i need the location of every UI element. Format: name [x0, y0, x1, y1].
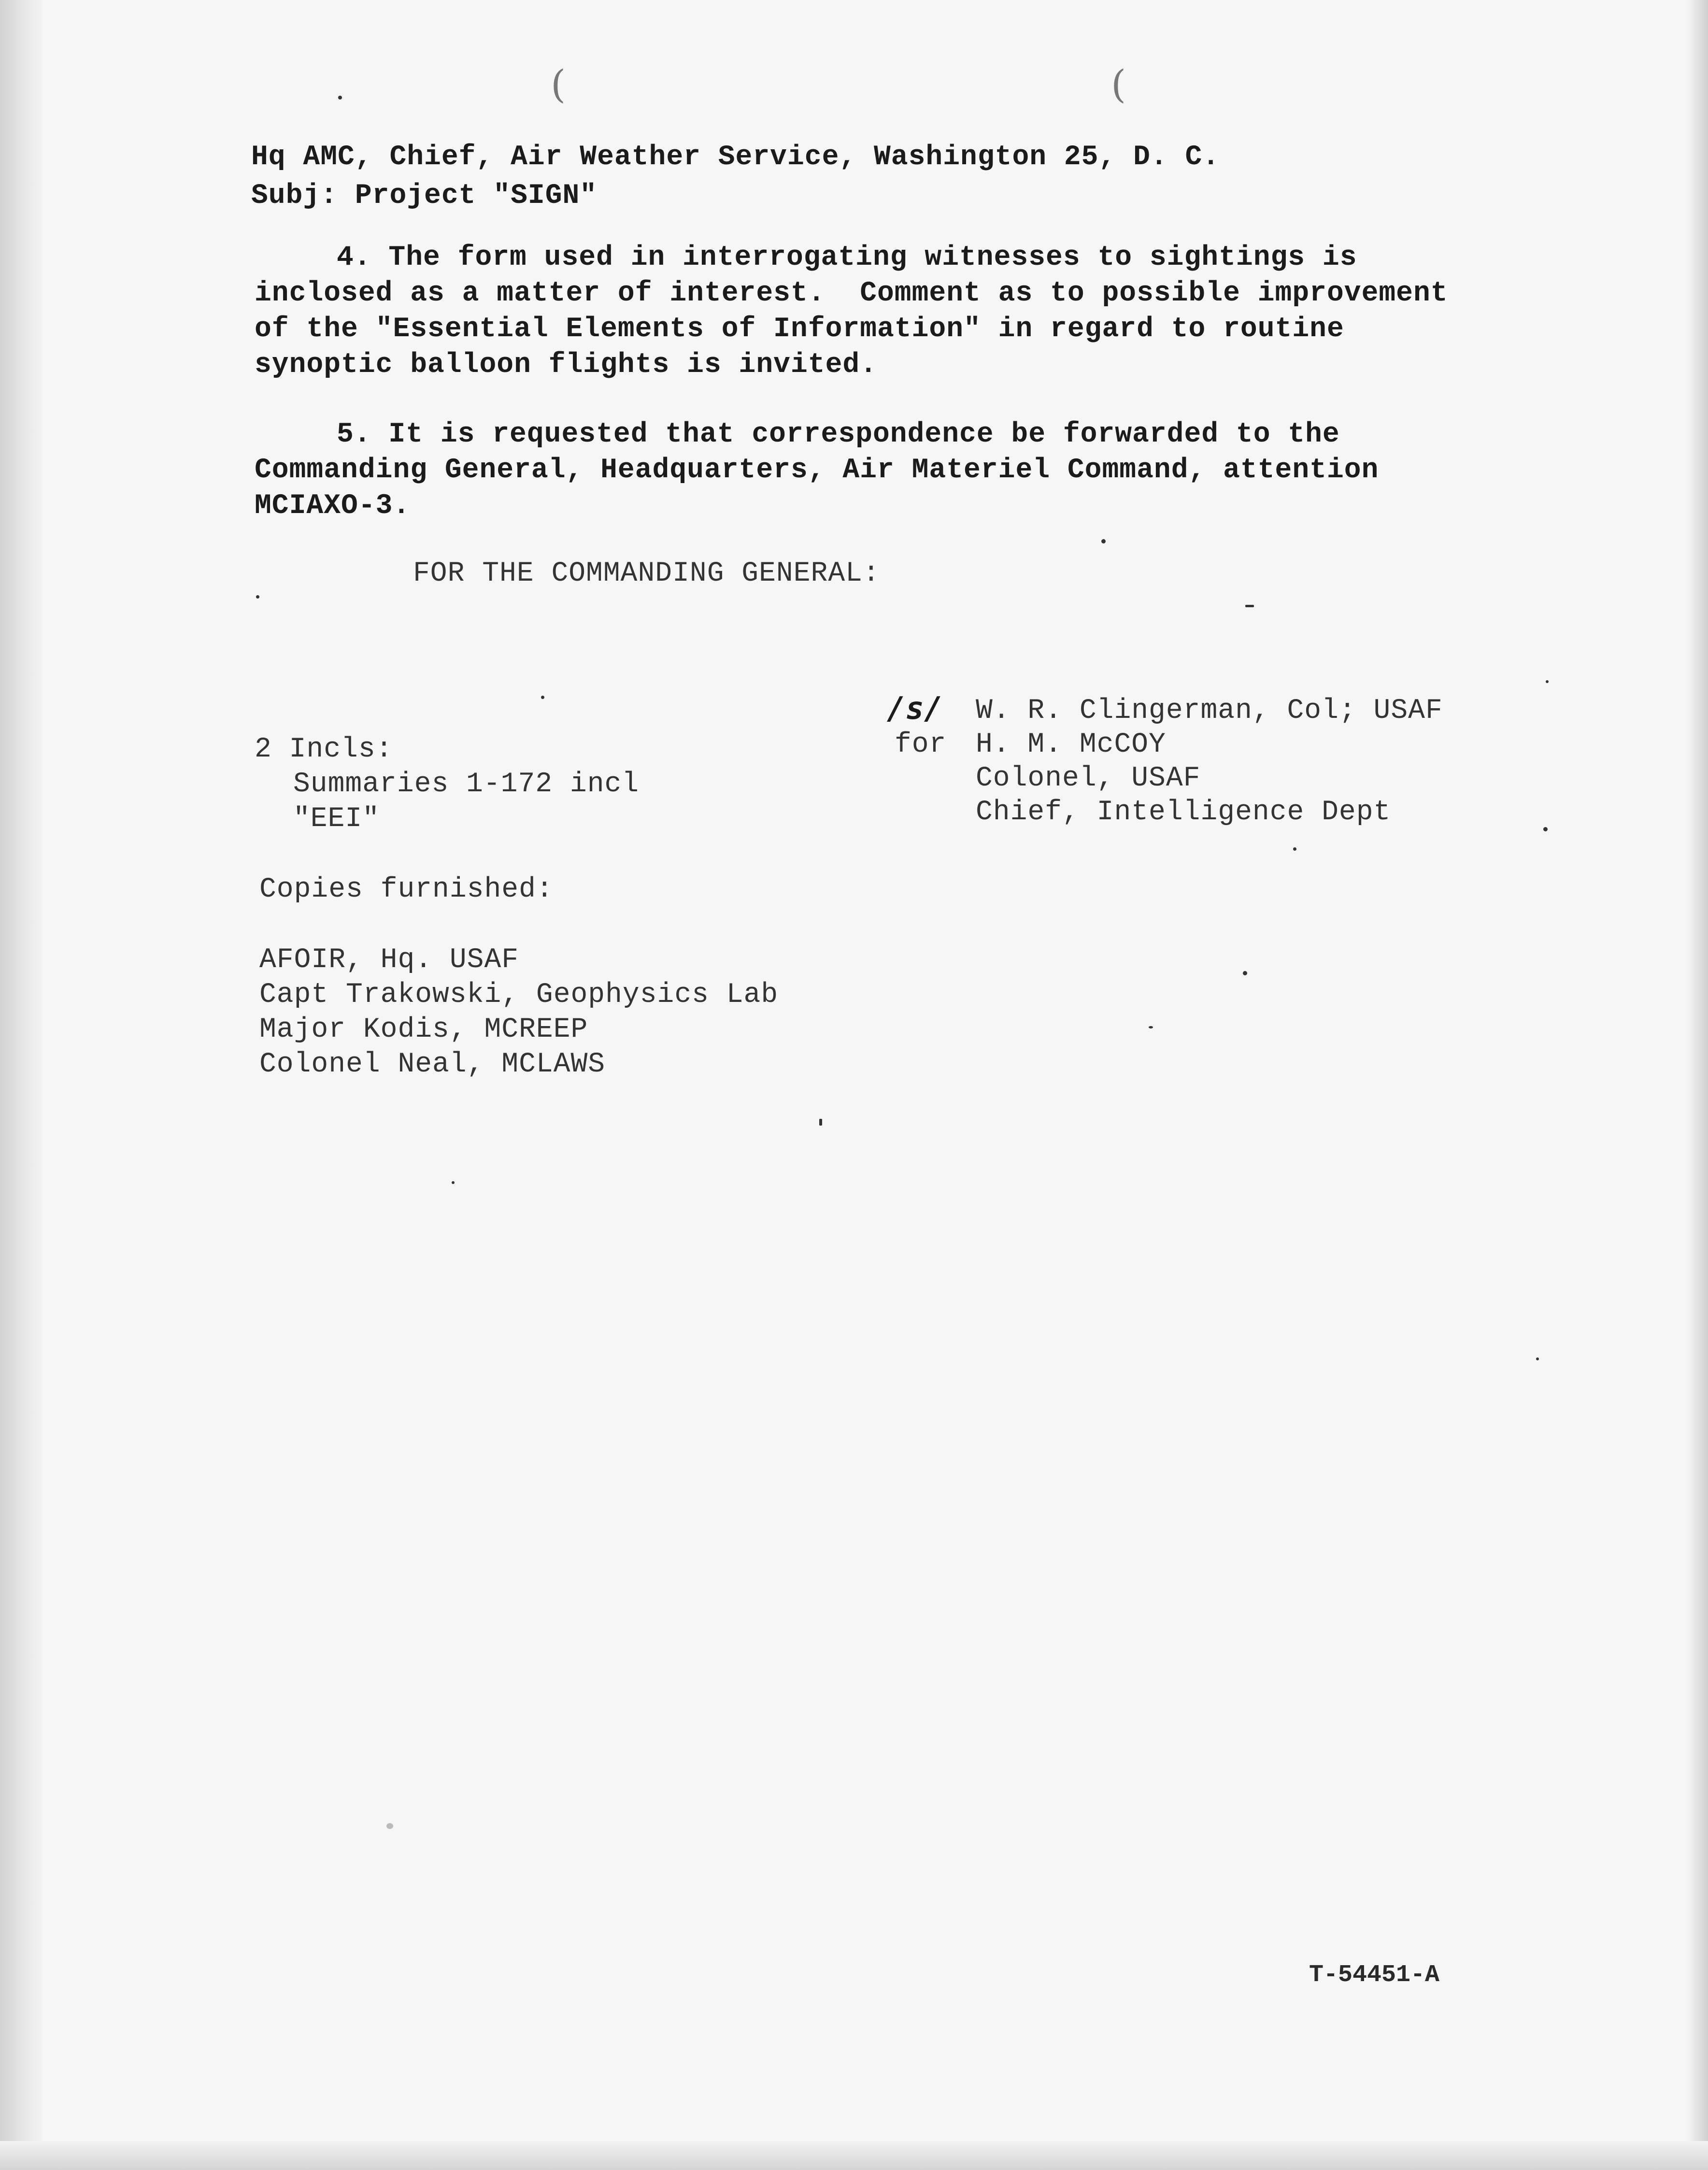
scan-right-edge — [1686, 0, 1708, 2170]
paragraph-5-line: Commanding General, Headquarters, Air Materiel Command, attention — [255, 455, 1379, 486]
inclosure-item: "EEI" — [293, 803, 380, 835]
scan-speck — [1293, 847, 1296, 851]
scan-left-edge — [0, 0, 43, 2170]
scan-speck — [338, 96, 342, 100]
signed-by: W. R. Clingerman, Col; USAF — [976, 695, 1443, 727]
subject-line: Subj: Project "SIGN" — [251, 180, 598, 212]
address-line: Hq AMC, Chief, Air Weather Service, Washington 25, D. C. — [251, 142, 1220, 173]
scan-speck — [1149, 1026, 1153, 1028]
scan-mark-paren-right: ( — [1111, 62, 1126, 107]
scan-mark-paren-left: ( — [551, 62, 566, 107]
scan-speck — [1536, 1357, 1539, 1360]
scan-speck — [1543, 827, 1548, 831]
for-commanding-general: FOR THE COMMANDING GENERAL: — [413, 558, 880, 589]
copy-recipient: Colonel Neal, MCLAWS — [259, 1049, 606, 1080]
for-label: for — [895, 729, 947, 760]
paragraph-4-line: 4. The form used in interrogating witnesses to sightings is — [337, 242, 1357, 273]
scan-speck — [1546, 680, 1549, 683]
copy-recipient: Major Kodis, MCREEP — [259, 1014, 588, 1045]
signature-mark: /s/ — [887, 691, 943, 727]
copies-furnished-label: Copies furnished: — [259, 874, 554, 905]
signatory-rank: Colonel, USAF — [976, 763, 1201, 794]
paragraph-5-line: 5. It is requested that correspondence be forwarded to the — [337, 419, 1340, 450]
signatory-name: H. M. McCOY — [976, 729, 1166, 760]
inclosure-item: Summaries 1-172 incl — [293, 769, 640, 800]
paragraph-4-line: of the "Essential Elements of Information" in regard to routine — [255, 314, 1344, 345]
scan-bottom-edge — [0, 2141, 1708, 2170]
paragraph-4-line: inclosed as a matter of interest. Comment as to possible improvement — [255, 278, 1448, 309]
scan-speck — [819, 1119, 822, 1126]
document-number: T-54451-A — [1309, 1961, 1440, 1989]
scan-speck — [256, 595, 259, 599]
inclosures-count: 2 Incls: — [255, 734, 393, 765]
scan-speck — [1245, 605, 1254, 607]
copy-recipient: AFOIR, Hq. USAF — [259, 944, 519, 976]
scan-speck — [386, 1823, 393, 1829]
paragraph-4-line: synoptic balloon flights is invited. — [255, 349, 878, 381]
scan-speck — [452, 1181, 455, 1184]
signatory-title: Chief, Intelligence Dept — [976, 797, 1391, 828]
scan-speck — [1243, 971, 1247, 975]
copy-recipient: Capt Trakowski, Geophysics Lab — [259, 979, 779, 1011]
scan-speck — [541, 696, 544, 699]
paragraph-5-line: MCIAXO-3. — [255, 490, 411, 522]
scan-speck — [1101, 539, 1106, 543]
